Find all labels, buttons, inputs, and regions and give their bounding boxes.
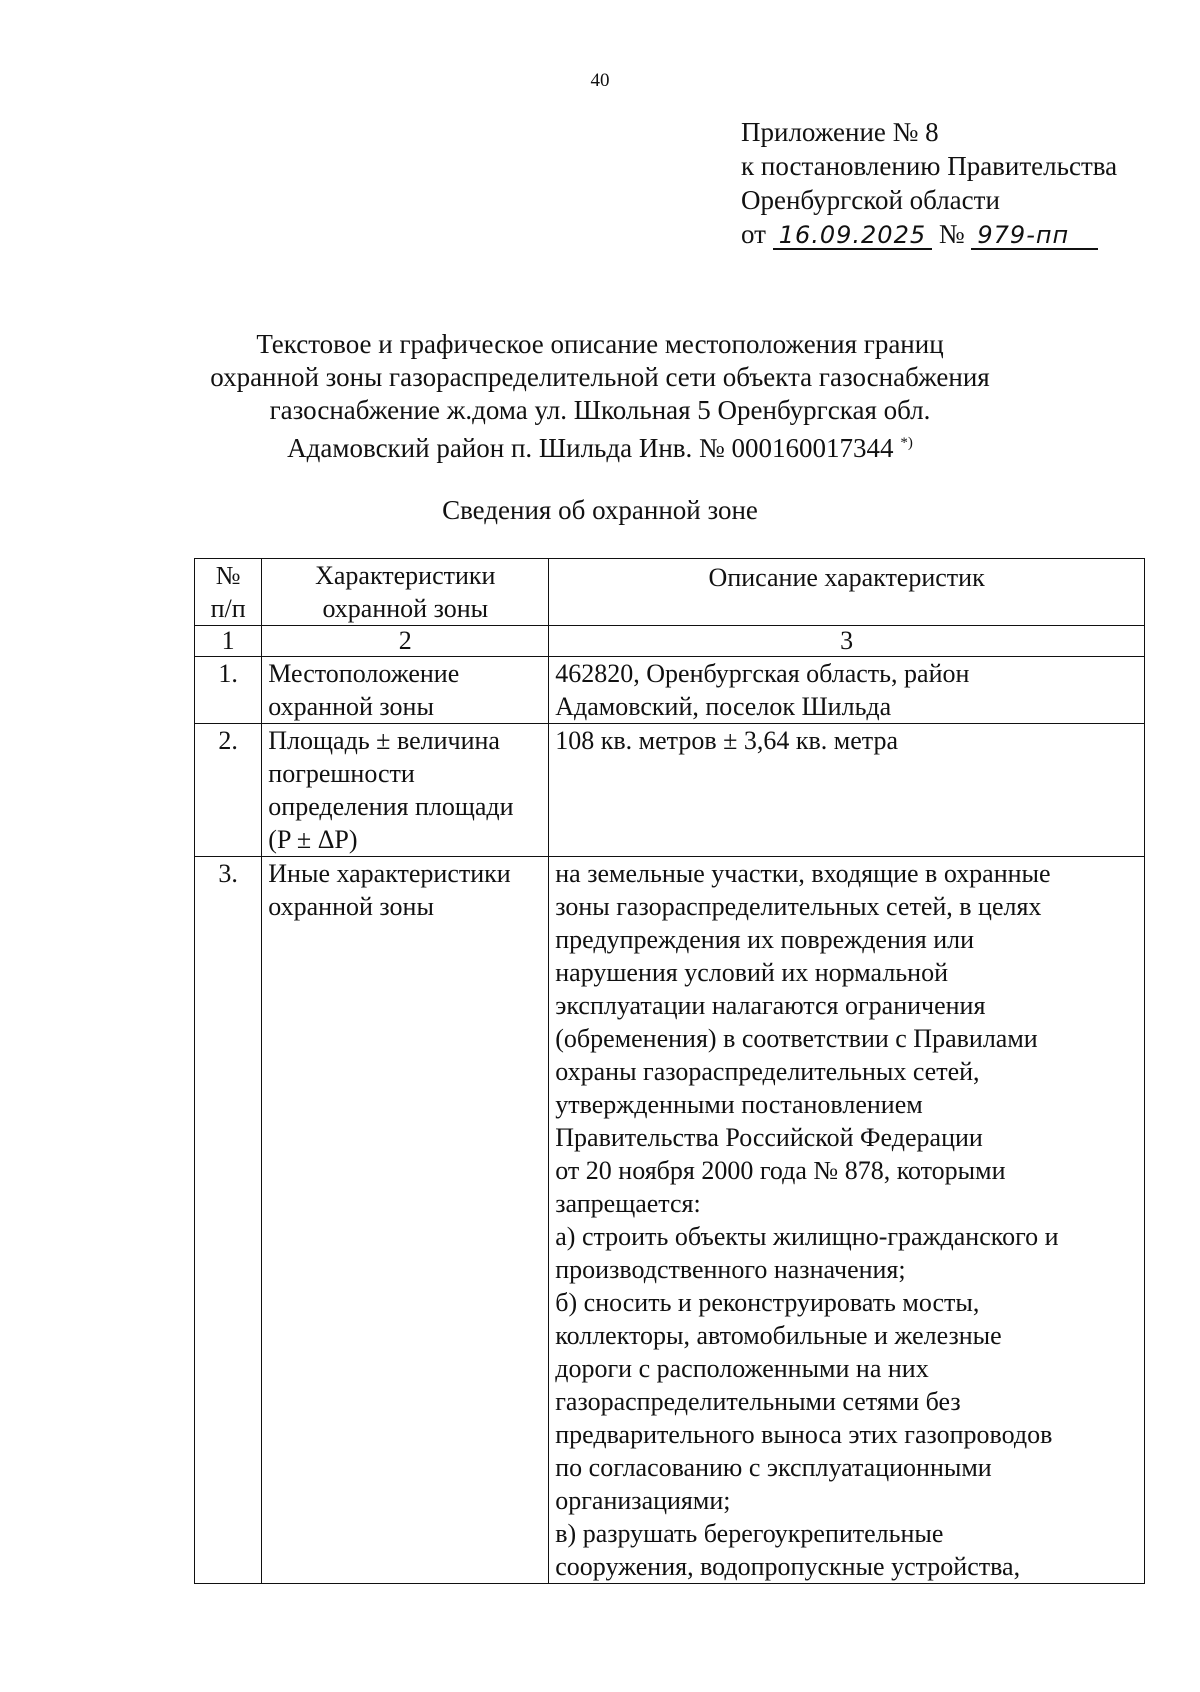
header-number: № п/п	[195, 559, 262, 626]
section-title: Сведения об охранной зоне	[442, 495, 758, 525]
number-prefix: №	[938, 219, 965, 249]
title-line-2: охранной зоны газораспределительной сети объекта газоснабжения	[210, 362, 990, 392]
column-number-2: 2	[262, 626, 549, 657]
row-characteristic: Иные характеристики охранной зоны	[262, 857, 549, 1584]
table-row	[195, 857, 1145, 1584]
table-header-row	[195, 559, 1145, 626]
date-prefix: от	[741, 219, 766, 249]
header-characteristics: Характеристики охранной зоны	[262, 559, 549, 626]
document-title	[0, 328, 1200, 465]
table-row	[195, 724, 1145, 857]
row-description: 108 кв. метров ± 3,64 кв. метра	[549, 724, 1145, 857]
handwritten-date: 16.09.2025	[773, 222, 932, 250]
title-line-4	[0, 427, 1200, 465]
row-number: 3.	[195, 857, 262, 1584]
footnote-mark: *)	[900, 435, 913, 451]
row-characteristic: Местоположение охранной зоны	[262, 657, 549, 724]
header-description: Описание характеристик	[549, 559, 1145, 626]
column-number-row	[195, 626, 1145, 657]
row-description: на земельные участки, входящие в охранные зоны газораспределительных сетей, в целях предупреждения их повреждения или нарушения условий их нормальной эксплуатации налагаются ограничения (обременения) в соответствии с Правилами охраны газораспределительных сетей, утвержденными постановлением Правительства Российской Федерации от 20 ноября 2000 года № 878, которыми запрещается: а) строить объекты жилищно-гражданского и производственного назначения; б) сносить и реконструировать мосты, коллекторы, автомобильные и железные дороги с расположенными на них газораспределительными сетями без предварительного выноса этих газопроводов по согласованию с эксплуатационными организациями; в) разрушать берегоукрепительные сооружения, водопропускные устройства,	[549, 857, 1145, 1584]
title-line-4-text: Адамовский район п. Шильда Инв. № 000160017344	[287, 433, 894, 463]
handwritten-number: 979-пп	[971, 222, 1098, 250]
appendix-line-2: к постановлению Правительства	[741, 151, 1118, 181]
title-line-3: газоснабжение ж.дома ул. Школьная 5 Оренбургская обл.	[269, 395, 931, 425]
row-number: 2.	[195, 724, 262, 857]
table-row	[195, 657, 1145, 724]
row-description: 462820, Оренбургская область, район Адамовский, поселок Шильда	[549, 657, 1145, 724]
page-number: 40	[590, 70, 610, 91]
appendix-date-line	[741, 217, 1117, 251]
appendix-block	[741, 115, 1117, 251]
column-number-1: 1	[195, 626, 262, 657]
appendix-line-3: Оренбургской области	[741, 185, 1000, 215]
title-line-1: Текстовое и графическое описание местоположения границ	[256, 329, 944, 359]
column-number-3: 3	[549, 626, 1145, 657]
protection-zone-table	[194, 558, 1145, 1584]
row-characteristic: Площадь ± величина погрешности определения площади (P ± ΔP)	[262, 724, 549, 857]
appendix-title: Приложение № 8	[741, 117, 939, 147]
row-number: 1.	[195, 657, 262, 724]
